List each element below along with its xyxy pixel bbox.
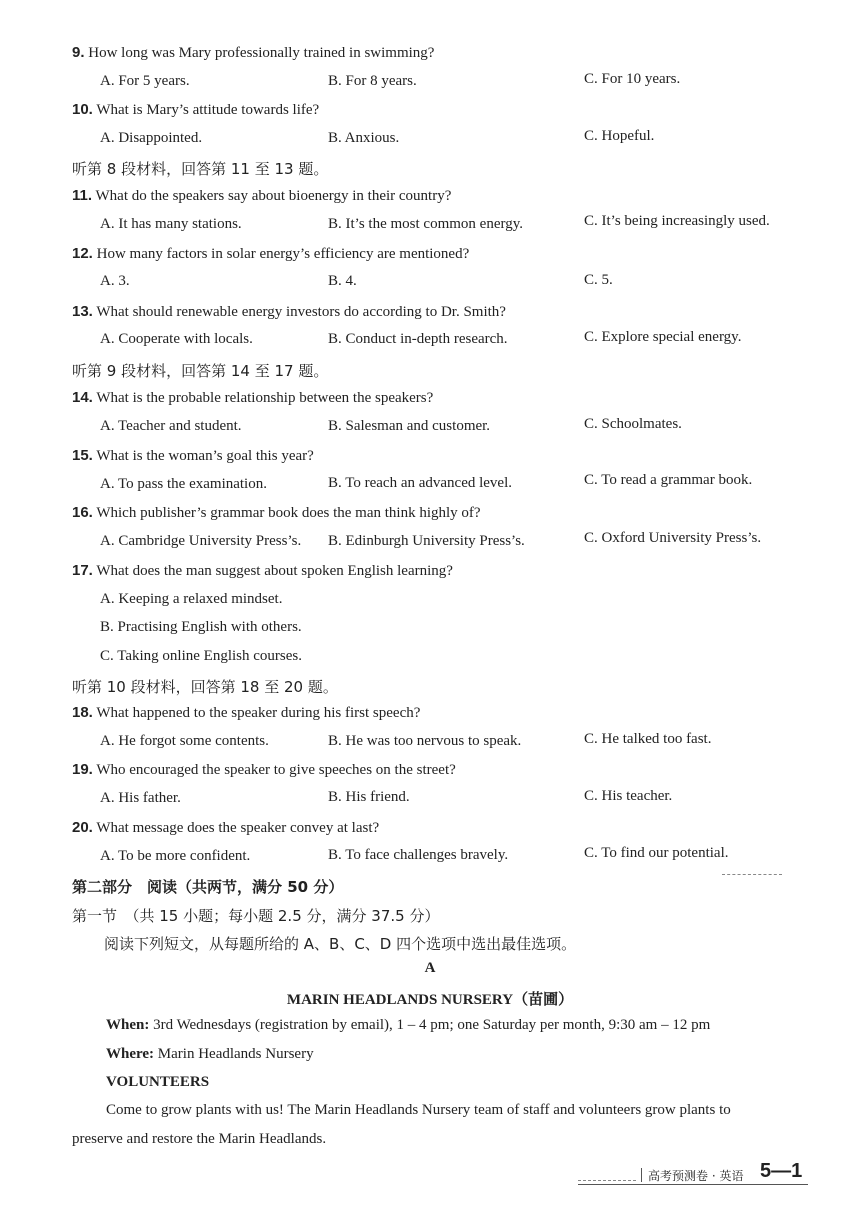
q10-option-a: A. Disappointed. xyxy=(100,130,203,146)
q12-option-a: A. 3. xyxy=(100,273,130,289)
when-line: When: 3rd Wednesdays (registration by email), 1 – 4 pm; one Saturday per month, 9:30 am – 12 pm xyxy=(106,1017,711,1033)
q20-option-c: C. To find our potential. xyxy=(584,845,729,861)
q11-option-c: C. It’s being increasingly used. xyxy=(584,213,770,229)
q15-option-b: B. To reach an advanced level. xyxy=(328,475,513,491)
q17-option-c: C. Taking online English courses. xyxy=(100,648,302,664)
q19-option-b: B. His friend. xyxy=(328,789,410,805)
q10-option-b: B. Anxious. xyxy=(328,130,400,146)
q14-option-a: A. Teacher and student. xyxy=(100,418,242,434)
q9-option-b: B. For 8 years. xyxy=(328,73,417,89)
passage-title: MARIN HEADLANDS NURSERY（苗圃） xyxy=(286,992,574,1008)
passage-paragraph-line-1: Come to grow plants with us! The Marin Headlands Nursery team of staff and volunteers grow plants to xyxy=(106,1102,731,1118)
q13-option-c: C. Explore special energy. xyxy=(584,329,742,345)
passage-letter: A xyxy=(424,960,436,976)
q13-option-a: A. Cooperate with locals. xyxy=(100,331,253,347)
question-11: 11. What do the speakers say about bioenergy in their country? xyxy=(72,187,452,204)
q18-option-a: A. He forgot some contents. xyxy=(100,733,269,749)
q17-option-b: B. Practising English with others. xyxy=(100,619,302,635)
question-14: 14. What is the probable relationship between the speakers? xyxy=(72,389,434,406)
question-9: 9. How long was Mary professionally trained in swimming? xyxy=(72,44,435,61)
footer-rule xyxy=(578,1184,808,1185)
passage-paragraph-line-2: preserve and restore the Marin Headlands. xyxy=(72,1131,327,1147)
question-19: 19. Who encouraged the speaker to give speeches on the street? xyxy=(72,761,456,778)
question-18: 18. What happened to the speaker during his first speech? xyxy=(72,704,421,721)
q19-option-c: C. His teacher. xyxy=(584,788,673,804)
question-20: 20. What message does the speaker convey at last? xyxy=(72,819,380,836)
question-10: 10. What is Mary’s attitude towards life? xyxy=(72,101,320,118)
question-12: 12. How many factors in solar energy’s efficiency are mentioned? xyxy=(72,245,470,262)
where-line: Where: Marin Headlands Nursery xyxy=(106,1046,314,1062)
q16-option-a: A. Cambridge University Press’s. xyxy=(100,533,302,549)
instruction-segment-8: 听第 8 段材料，回答第 11 至 13 题。 xyxy=(72,160,329,178)
q17-option-a: A. Keeping a relaxed mindset. xyxy=(100,591,283,607)
reading-directions: 阅读下列短文，从每题所给的 A、B、C、D 四个选项中选出最佳选项。 xyxy=(104,935,577,953)
q16-option-b: B. Edinburgh University Press’s. xyxy=(328,533,525,549)
question-17: 17. What does the man suggest about spoken English learning? xyxy=(72,562,453,579)
part-two-heading: 第二部分 阅读（共两节，满分 50 分） xyxy=(72,878,344,896)
q18-option-b: B. He was too nervous to speak. xyxy=(328,733,522,749)
q14-option-c: C. Schoolmates. xyxy=(584,416,682,432)
q11-option-b: B. It’s the most common energy. xyxy=(328,216,523,232)
footer-separator xyxy=(641,1168,642,1182)
question-15: 15. What is the woman’s goal this year? xyxy=(72,447,314,464)
section-one-heading: 第一节 （共 15 小题；每小题 2.5 分，满分 37.5 分） xyxy=(72,907,440,925)
q20-option-b: B. To face challenges bravely. xyxy=(328,847,509,863)
q15-option-c: C. To read a grammar book. xyxy=(584,472,753,488)
volunteers-heading: VOLUNTEERS xyxy=(106,1074,210,1090)
q12-option-c: C. 5. xyxy=(584,272,613,288)
q18-option-c: C. He talked too fast. xyxy=(584,731,712,747)
footer-page-number: 5—1 xyxy=(760,1160,803,1182)
footer-dash xyxy=(578,1180,636,1181)
q12-option-b: B. 4. xyxy=(328,273,357,289)
question-13: 13. What should renewable energy investors do according to Dr. Smith? xyxy=(72,303,506,320)
q9-option-c: C. For 10 years. xyxy=(584,71,681,87)
q14-option-b: B. Salesman and customer. xyxy=(328,418,491,434)
q9-option-a: A. For 5 years. xyxy=(100,73,190,89)
question-16: 16. Which publisher’s grammar book does the man think highly of? xyxy=(72,504,481,521)
instruction-segment-9: 听第 9 段材料，回答第 14 至 17 题。 xyxy=(72,362,329,380)
q15-option-a: A. To pass the examination. xyxy=(100,476,267,492)
instruction-segment-10: 听第 10 段材料，回答第 18 至 20 题。 xyxy=(72,678,338,696)
q13-option-b: B. Conduct in-depth research. xyxy=(328,331,508,347)
footer-label: 高考预测卷 · 英语 xyxy=(648,1169,744,1183)
q19-option-a: A. His father. xyxy=(100,790,181,806)
q11-option-a: A. It has many stations. xyxy=(100,216,242,232)
divider-dash xyxy=(722,874,782,875)
q10-option-c: C. Hopeful. xyxy=(584,128,655,144)
q16-option-c: C. Oxford University Press’s. xyxy=(584,530,762,546)
q20-option-a: A. To be more confident. xyxy=(100,848,251,864)
